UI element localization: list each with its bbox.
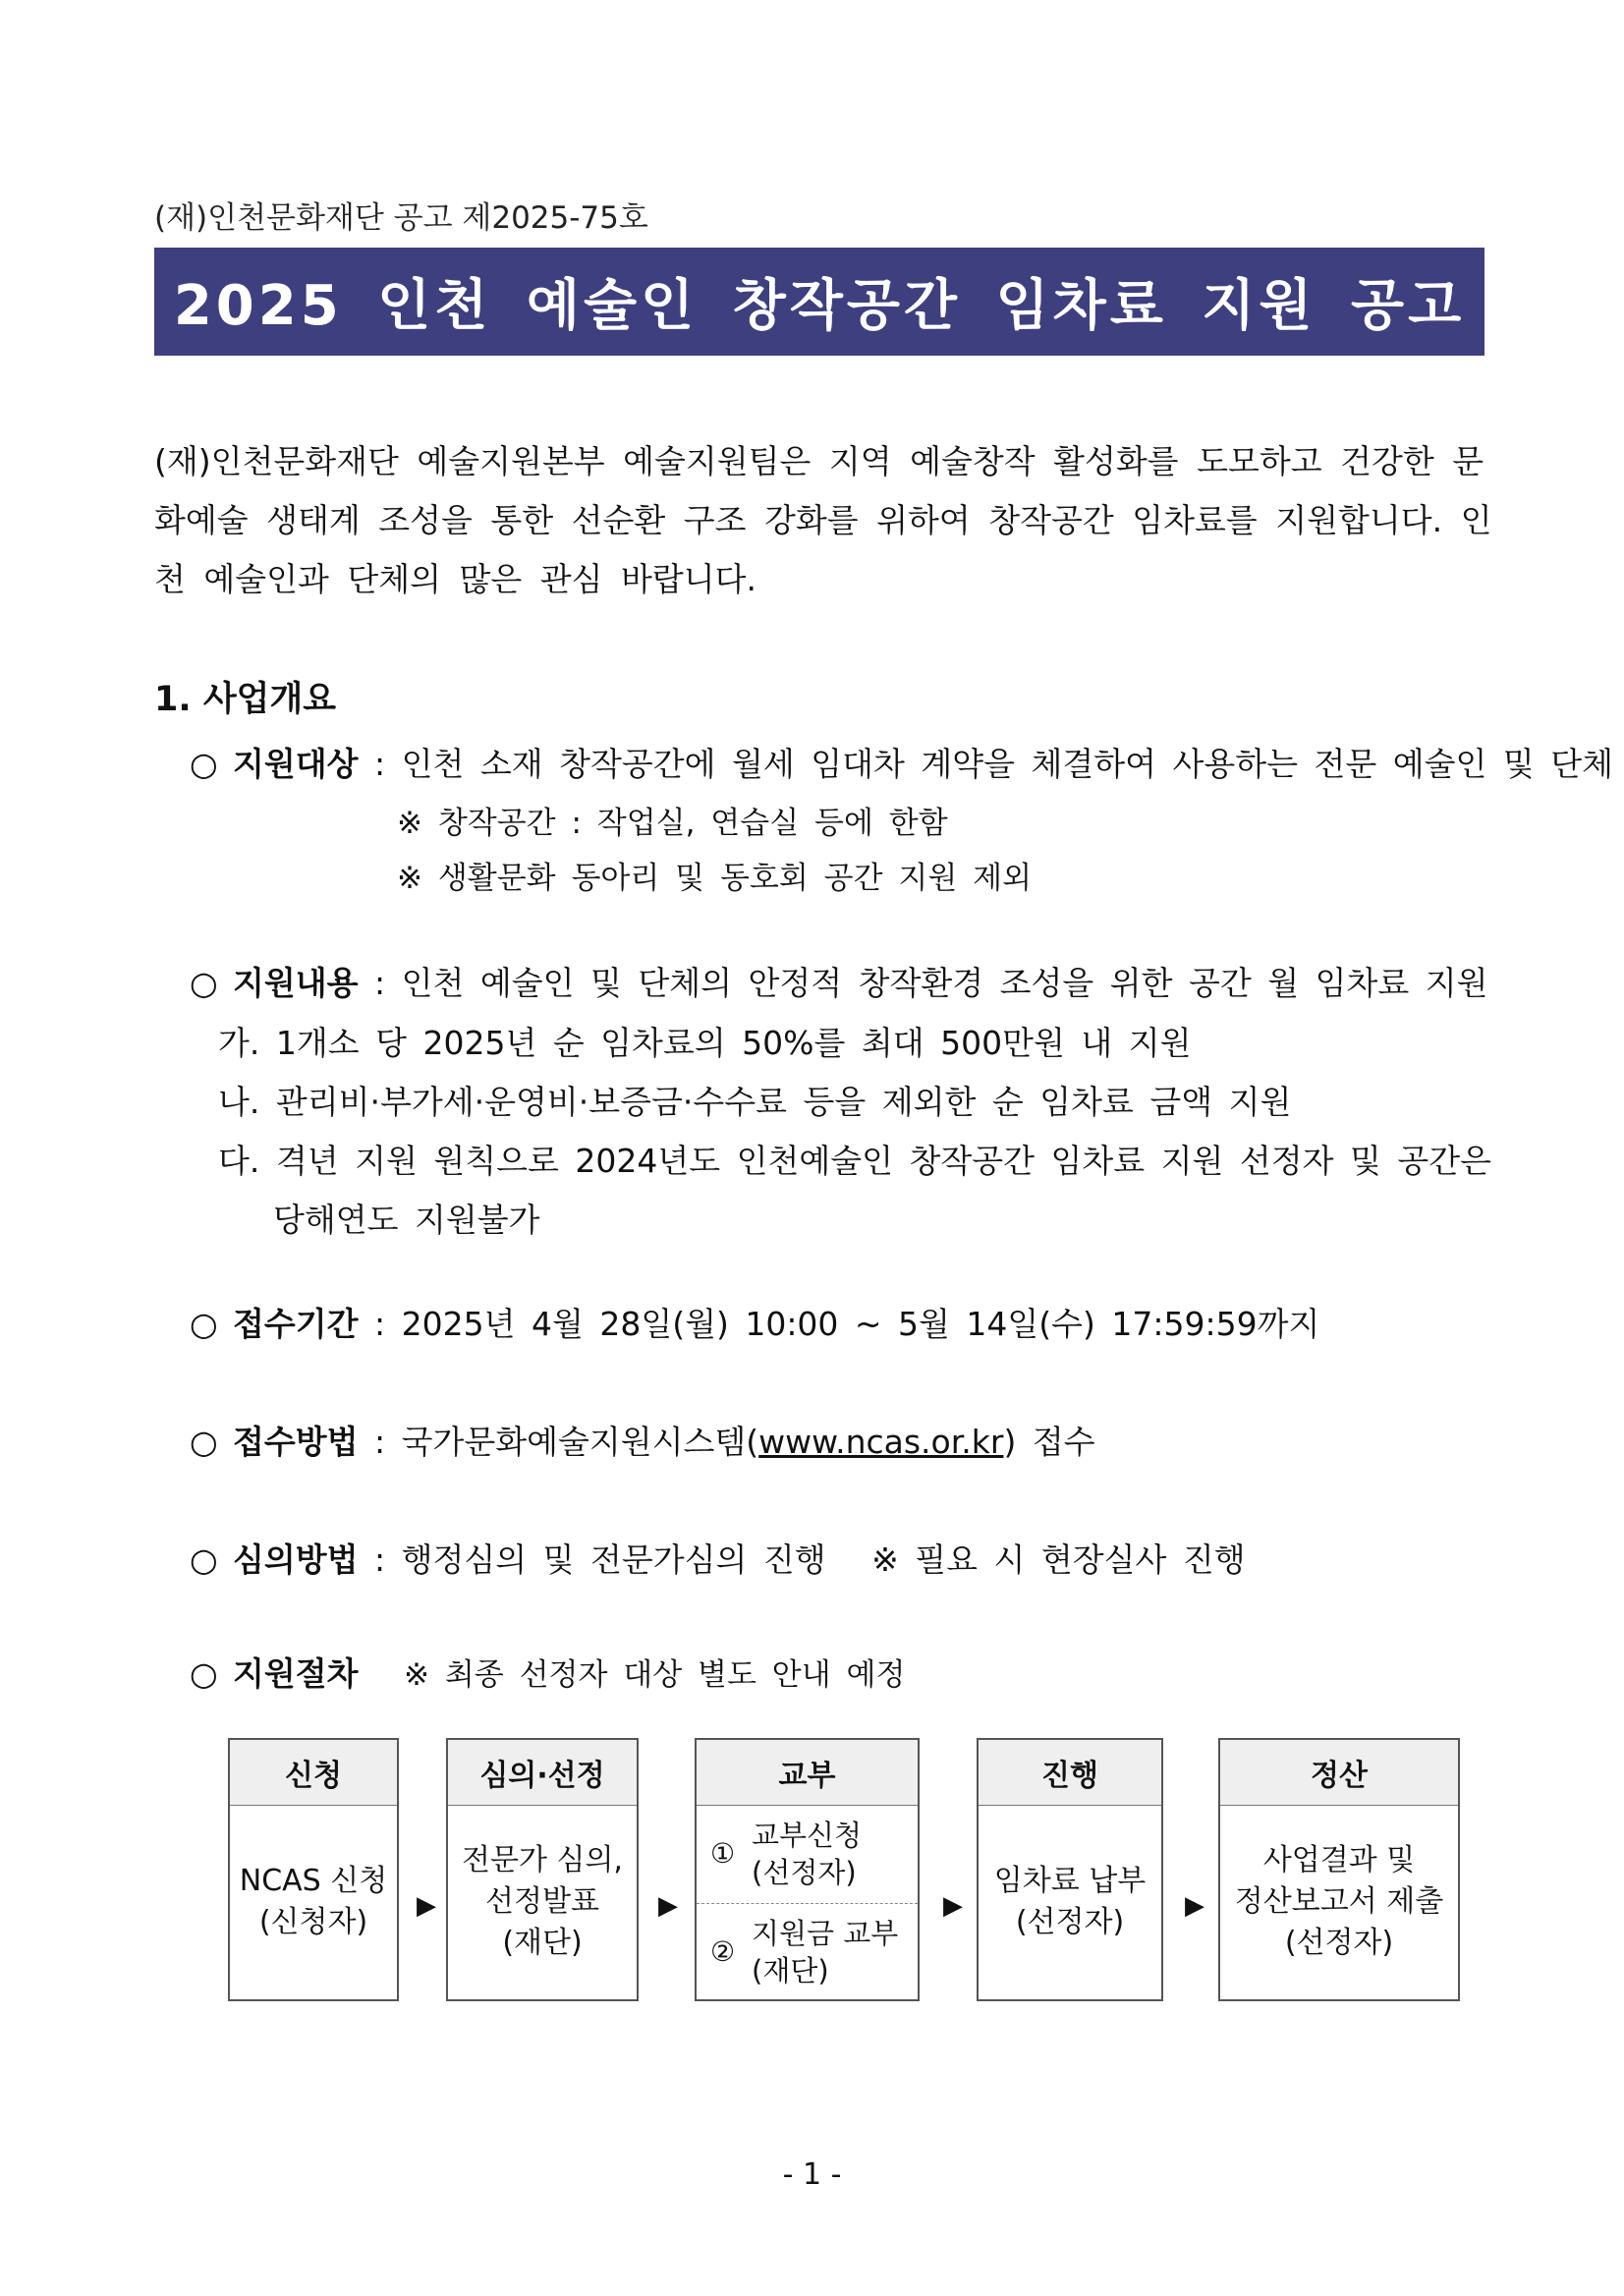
content-item: 가. 1개소 당 2025년 순 임차료의 50%를 최대 500만원 내 지원 (218, 1024, 1192, 1062)
step-number: ① (710, 1837, 736, 1870)
flow-step-progress (977, 1738, 1163, 2001)
flow-step-settlement (1218, 1738, 1460, 2001)
arrow-right-icon: ▶ (943, 1891, 963, 1921)
flow-substep (697, 1805, 918, 1903)
flow-step-header: 신청 (230, 1740, 397, 1806)
bullet-circle: ○ (190, 1305, 218, 1343)
period-text: : 2025년 4월 28일(월) 10:00 ~ 5월 14일(수) 17:59:59까지 (374, 1305, 1320, 1343)
procedure-label: 지원절차 (233, 1654, 359, 1693)
review-row (190, 1535, 1246, 1581)
content-row (190, 958, 1487, 1004)
flow-step-apply (228, 1738, 399, 2001)
target-label: 지원대상 (233, 745, 359, 783)
flow-step-line: (재단) (752, 1954, 829, 1988)
procedure-note: ※ 최종 선정자 대상 별도 안내 예정 (404, 1657, 906, 1693)
title-banner (154, 248, 1484, 356)
flow-step-line: 교부신청 (752, 1819, 863, 1852)
arrow-right-icon: ▶ (658, 1891, 678, 1921)
content-item: 나. 관리비·부가세·운영비·보증금·수수료 등을 제외한 순 임차료 금액 지원 (218, 1083, 1292, 1121)
flow-step-line: NCAS 신청 (239, 1864, 388, 1898)
arrow-right-icon: ▶ (417, 1891, 436, 1921)
target-text: : 인천 소재 창작공간에 월세 임대차 계약을 체결하여 사용하는 전문 예술인 및 단체 (374, 745, 1613, 783)
document-title: 2025 인천 예술인 창작공간 임차료 지원 공고 (173, 274, 1466, 338)
bullet-circle: ○ (190, 964, 218, 1002)
method-row (190, 1417, 1095, 1463)
flow-step-header: 심의·선정 (448, 1740, 637, 1806)
flow-step-line: 사업결과 및 (1262, 1843, 1416, 1877)
flow-step-header: 정산 (1220, 1740, 1458, 1806)
content-label: 지원내용 (233, 964, 359, 1002)
flow-step-line: (신청자) (258, 1905, 368, 1939)
method-label: 접수방법 (233, 1423, 359, 1461)
flow-step-review (446, 1738, 639, 2001)
flow-step-line: 전문가 심의, (462, 1843, 623, 1877)
arrow-right-icon: ▶ (1185, 1891, 1204, 1921)
flow-step-line: 선정발표 (485, 1884, 599, 1919)
bullet-circle: ○ (190, 1654, 218, 1693)
period-row (190, 1299, 1319, 1345)
notice-number: (재)인천문화재단 공고 제2025-75호 (154, 200, 648, 236)
flow-step-body (448, 1805, 637, 1999)
flow-step-header: 교부 (697, 1740, 918, 1806)
review-label: 심의방법 (233, 1540, 359, 1579)
intro-line: 천 예술인과 단체의 많은 관심 바랍니다. (154, 560, 756, 598)
ncas-link[interactable]: www.ncas.or.kr (758, 1423, 1004, 1461)
step-number: ② (710, 1935, 736, 1968)
intro-line: 화예술 생태계 조성을 통한 선순환 구조 강화를 위하여 창작공간 임차료를 지원합니다. 인 (154, 501, 1492, 539)
flow-step-line: 임차료 납부 (993, 1864, 1147, 1898)
review-note: ※ 필요 시 현장실사 진행 (871, 1540, 1246, 1579)
bullet-circle: ○ (190, 745, 218, 783)
divider (697, 1903, 918, 1904)
flow-step-body (979, 1805, 1161, 1999)
target-row (190, 739, 1613, 785)
section-heading: 1. 사업개요 (154, 680, 337, 719)
flow-step-line: (선정자) (1284, 1926, 1394, 1960)
flow-step-grant (695, 1738, 920, 2001)
bullet-circle: ○ (190, 1540, 218, 1579)
review-text: : 행정심의 및 전문가심의 진행 (374, 1540, 826, 1579)
content-item: 당해연도 지원불가 (273, 1201, 540, 1239)
content-text: : 인천 예술인 및 단체의 안정적 창작환경 조성을 위한 공간 월 임차료 지원 (374, 964, 1488, 1002)
flow-step-body (1220, 1805, 1458, 1999)
method-text-after: ) 접수 (1003, 1423, 1095, 1461)
intro-paragraph (154, 432, 1492, 609)
flow-step-body (230, 1805, 397, 1999)
content-item: 다. 격년 지원 원칙으로 2024년도 인천예술인 창작공간 임차료 지원 선정자 및 공간은 (218, 1142, 1491, 1180)
flow-step-line: 지원금 교부 (752, 1917, 899, 1950)
flow-step-line: (선정자) (752, 1856, 857, 1889)
flow-substep (697, 1905, 918, 1999)
method-text: : 국가문화예술지원시스템( (374, 1423, 759, 1461)
page-number: - 1 - (782, 2157, 842, 2192)
procedure-row (190, 1649, 905, 1695)
flow-step-line: 정산보고서 제출 (1234, 1884, 1444, 1919)
target-note: ※ 창작공간 : 작업실, 연습실 등에 한함 (397, 806, 948, 841)
period-label: 접수기간 (233, 1305, 359, 1343)
bullet-circle: ○ (190, 1423, 218, 1461)
intro-line: (재)인천문화재단 예술지원본부 예술지원팀은 지역 예술창작 활성화를 도모하고 건강한 문 (154, 442, 1484, 480)
flow-step-line: (재단) (502, 1926, 583, 1960)
target-note: ※ 생활문화 동아리 및 동호회 공간 지원 제외 (397, 861, 1033, 896)
flow-step-header: 진행 (979, 1740, 1161, 1806)
flow-step-line: (선정자) (1015, 1905, 1125, 1939)
